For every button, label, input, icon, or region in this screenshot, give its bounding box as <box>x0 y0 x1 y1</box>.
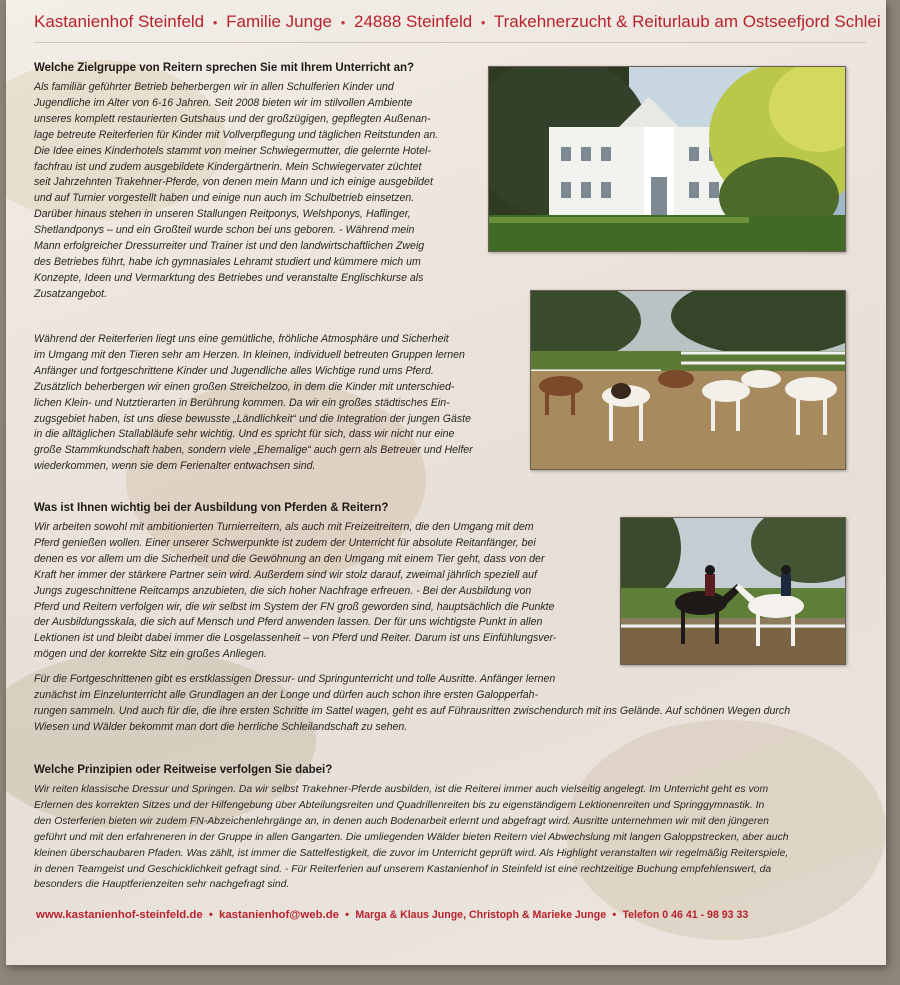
separator: • <box>345 909 350 921</box>
text-line: Wiesen und Wälder bekommt man dort die herrliche Schleilandschaft zu sehen. <box>34 720 408 733</box>
separator: • <box>612 909 617 921</box>
contact-names: Marga & Klaus Junge, Christoph & Marieke Junge <box>355 909 607 921</box>
section-paragraph <box>34 520 594 663</box>
contact-footer <box>36 909 866 931</box>
section-question: Was ist Ihnen wichtig bei der Ausbildung von Pferden & Reitern? <box>34 502 389 514</box>
text-line: Anfänger und fortgeschrittene Kinder und Jugendliche alles Wichtige rund ums Pferd. <box>34 364 434 377</box>
section-principles <box>34 764 874 893</box>
text-line: Als familiär geführter Betrieb beherbergen wir in allen Schulferien Kinder und <box>34 81 394 93</box>
text-line: unseres komplett restaurierten Gutshaus und der großzügigen, gepflegten Außenan- <box>34 112 431 125</box>
text-line: besonders die Hauptferienzeiten sehr nachgefragt sind. <box>34 879 290 891</box>
text-line: lichen Klein- und Nutztierarten in Berührung kommen. Da wir ein großes städtisches Ein- <box>34 396 450 409</box>
text-line: Jugendliche im Alter von 6-16 Jahren. Seit 2008 bieten wir im stilvollen Ambiente <box>34 96 413 109</box>
section-paragraph <box>34 80 494 303</box>
text-line: und auf Turnier vorgestellt haben und einige nun auch im Schulbetrieb einsetzen. <box>34 192 415 205</box>
phone-number: Telefon 0 46 41 - 98 93 33 <box>622 909 749 921</box>
text-line: fachfrau ist und zudem ausgebildete Kindergärtnerin. Mein Schwiegervater züchtet <box>34 160 422 173</box>
page-header <box>34 12 881 43</box>
text-line: denen es vor allem um die Sicherheit und die Gewöhnung an den Umgang mit einem Tier geht, dass von der <box>34 552 545 565</box>
text-line: geführt und mit den erfahreneren in der Gruppe in allen Gangarten. Die umliegenden Wälder bieten Reitern viel Abwechslung mit langen Galoppstrecken, aber auch <box>34 831 789 843</box>
riders-photo <box>620 517 846 665</box>
section-paragraph <box>34 672 854 736</box>
separator: • <box>208 909 213 921</box>
text-line: Darüber hinaus stehen in unseren Stallungen Reitponys, Welshponys, Haflinger, <box>34 208 411 221</box>
text-line: lage betreute Reiterferien für Kinder mit Vollverpflegung und täglichen Reitstunden an. <box>34 128 439 141</box>
text-line: Erlernen des korrekten Sitzes und der Hilfengebung über Abteilungsreiten und Quadrillenreiten bis zu eigenständigem Lektionenreiten und Springgymnastik. In <box>34 799 765 811</box>
section-atmosphere <box>34 332 514 475</box>
text-line: wiederkommen, wenn sie dem Ferienalter entwachsen sind. <box>34 460 316 473</box>
text-line: Kraft her immer der stärkere Partner sein wird. Außerdem sind wir stolz darauf, zweimal jährlich speziell auf <box>34 568 537 581</box>
text-line: der Ausbildungsskala, die sich auf Mensch und Pferd anwenden lassen. Der für uns wichtigste Punkt in allen <box>34 616 543 629</box>
section-target-group <box>34 62 494 303</box>
text-line: rungen sammeln. Und auch für die, die ihre ersten Schritte im Sattel wagen, geht es auf Führausritten zwischendurch mit ins Gelände. Auf schönen Wegen durch <box>34 704 791 717</box>
text-line: mögen und der korrekte Sitz ein großes Anliegen. <box>34 648 267 661</box>
family-name: Familie Junge <box>226 12 332 31</box>
separator: • <box>340 15 346 30</box>
text-line: Für die Fortgeschrittenen gibt es erstklassigen Dressur- und Springunterricht und tolle Ausritte. Anfänger lernen <box>34 673 556 685</box>
text-line: Lektionen ist und bleibt dabei immer die Losgelassenheit – von Pferd und Reiter. Darum ist uns Einfühlungsver- <box>34 632 557 645</box>
section-paragraph <box>34 782 874 893</box>
separator: • <box>480 15 486 30</box>
website-link[interactable]: www.kastanienhof-steinfeld.de <box>36 909 203 921</box>
text-line: Während der Reiterferien liegt uns eine gemütliche, fröhliche Atmosphäre und Sicherheit <box>34 333 449 345</box>
text-line: Zusatzangebot. <box>34 287 108 300</box>
text-line: zunächst im Einzelunterricht alle Grundlagen an der Longe und dürfen auch schon ihre ersten Galopperfah- <box>34 688 539 701</box>
text-line: Wir arbeiten sowohl mit ambitionierten Turnierreitern, als auch mit Freizeitreitern, die den Umgang mit dem <box>34 521 534 533</box>
section-advanced <box>34 672 854 736</box>
text-line: Wir reiten klassische Dressur und Springen. Da wir selbst Trakehner-Pferde ausbilden, ist die Reiterei immer auch vielseitig angelegt. Im Unterricht geht es vom <box>34 784 769 795</box>
section-paragraph <box>34 332 514 475</box>
farm-name: Kastanienhof Steinfeld <box>34 12 205 31</box>
text-line: Zusätzlich beherbergen wir einen großen Streichelzoo, in dem die Kinder mit unterschied- <box>34 380 455 393</box>
text-line: seit Jahrzehnten Trakehner-Pferde, von denen mein Mann und ich einige ausgebildet <box>34 176 433 189</box>
text-line: große Stammkundschaft haben, sondern viele „Ehemalige“ auch gern als Betreuer und Helfer <box>34 444 473 457</box>
text-line: Jungs zugeschnittene Reitcamps anzubieten, die sich hoher Nachfrage erfreuen. - Bei der Ausbildung von <box>34 584 532 597</box>
text-line: Pferd und Reitern verfolgen wir, die wir selbst im System der FN groß geworden sind, hauptsächlich die Punkte <box>34 600 555 613</box>
manor-house-photo <box>488 66 846 252</box>
section-question: Welche Prinzipien oder Reitweise verfolgen Sie dabei? <box>34 764 333 776</box>
section-question: Welche Zielgruppe von Reitern sprechen Sie mit Ihrem Unterricht an? <box>34 62 415 74</box>
section-training <box>34 502 594 663</box>
text-line: Shetlandponys – und ein Großteil wurde schon bei uns geboren. - Während mein <box>34 224 415 237</box>
tagline: Trakehnerzucht & Reiturlaub am Ostseefjord Schlei <box>493 12 881 31</box>
magazine-page <box>6 0 886 965</box>
location: 24888 Steinfeld <box>354 12 473 31</box>
text-line: im Umgang mit den Tieren sehr am Herzen. In kleinen, individuell betreuten Gruppen lernen <box>34 348 465 361</box>
text-line: Konzepte, Ideen und Vermarktung des Betriebes und veranstalte Englischkurse als <box>34 271 424 284</box>
text-line: den Osterferien bieten wir zudem FN-Abzeichenlehrgänge an, in denen auch Bodenarbeit erlernt und abgefragt wird. Ausritte unternehmen wir mit den jüngeren <box>34 815 769 827</box>
text-line: in die alltäglichen Stallabläufe sehr wichtig. Und es spricht für sich, dass wir nicht nur eine <box>34 428 455 441</box>
text-line: Mann erfolgreicher Dressurreiter und Trainer ist und den landwirtschaftlichen Zweig <box>34 240 425 253</box>
email-link[interactable]: kastanienhof@web.de <box>219 909 339 921</box>
horses-paddock-photo <box>530 290 846 470</box>
separator: • <box>212 15 218 30</box>
text-line: Pferd genießen wollen. Einer unserer Schwerpunkte ist zudem der Unterricht für absolute Reitanfänger, bei <box>34 536 536 549</box>
text-line: zugsgebiet haben, ist uns diese bewusste „Ländlichkeit“ und die Integration der jungen Gäste <box>34 412 471 425</box>
text-line: in denen Teamgeist und Geschicklichkeit gefragt sind. - Für Reiterferien auf unserem Kastanienhof in Steinfeld ist eine rechtzeitige Buchung empfehlenswert, da <box>34 863 772 875</box>
text-line: des Betriebes führt, habe ich gymnasiales Lehramt studiert und kümmere mich um <box>34 255 421 268</box>
text-line: kleinen überschaubaren Pfaden. Was zählt, ist immer die Sattelfestigkeit, die zuvor im Unterricht geprüft wird. Als Highlight veranstalten wir regelmäßig Reiterspiele, <box>34 847 789 859</box>
text-line: Die Idee eines Kinderhotels stammt von meiner Schwiegermutter, die gelernte Hotel- <box>34 144 431 157</box>
